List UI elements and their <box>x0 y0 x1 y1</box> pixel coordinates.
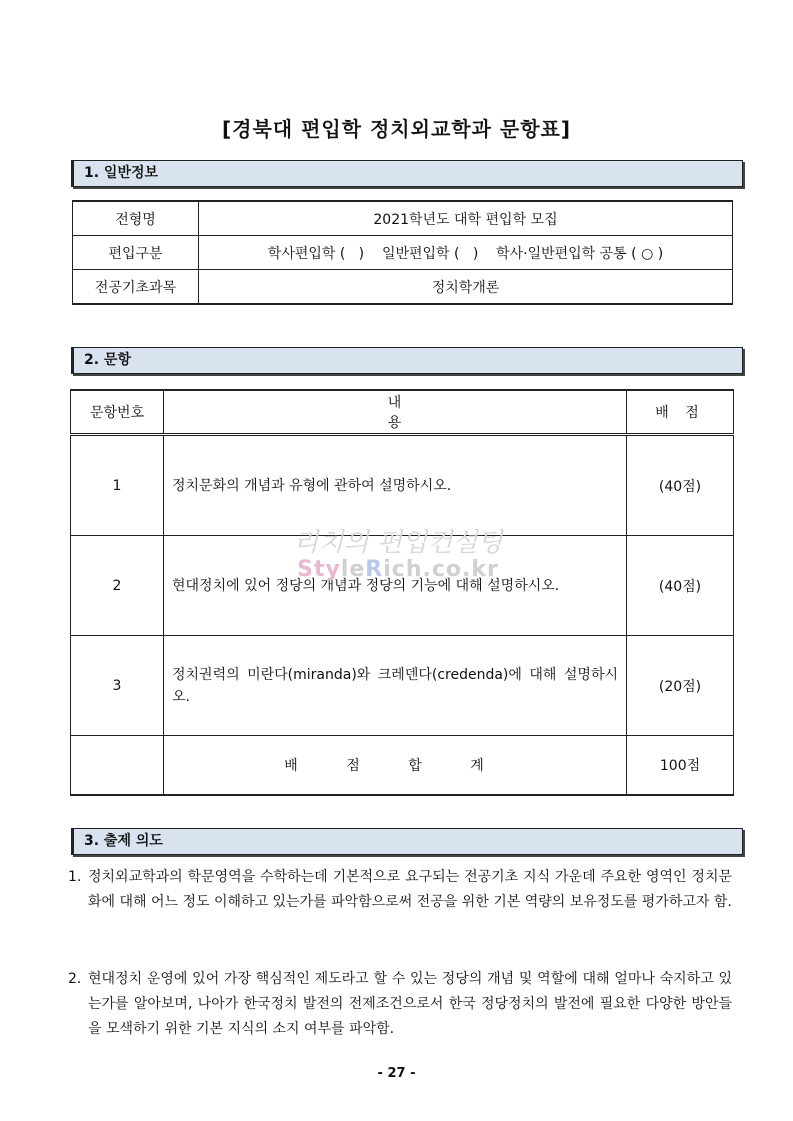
page-title: [경북대 편입학 정치외교학과 문항표] <box>222 117 571 141</box>
watermark-site-text: StyleRich.co.kr <box>297 557 499 582</box>
page-number: - 27 - <box>377 1066 416 1081</box>
table-row <box>71 536 734 636</box>
question-number: 2 <box>71 536 164 636</box>
value-major-subject: 정치학개론 <box>199 270 733 305</box>
table-row <box>73 236 733 270</box>
question-number: 1 <box>71 435 164 536</box>
value-admission-type: 2021학년도 대학 편입학 모집 <box>199 201 733 236</box>
header-content: 내 용 <box>164 390 627 435</box>
value-transfer-category: 학사편입학 ( ) 일반편입학 ( ) 학사·일반편입학 공통 ( ○ ) <box>199 236 733 270</box>
watermark-korean-text: 리치의 편입컨설팅 <box>293 528 503 558</box>
table-row <box>71 636 734 736</box>
intent-item-text: 정치외교학과의 학문영역을 수학하는데 기본적으로 요구되는 전공기초 지식 가운데 주요한 영역인 정치문화에 대해 어느 정도 이해하고 있는가를 파악함으로써 전공을 위한 기본 역량의 보유정도를 평가하고자 함. <box>88 869 732 910</box>
intent-item-2 <box>68 967 732 1042</box>
question-points: (40점) <box>627 536 734 636</box>
label-admission-type: 전형명 <box>73 201 199 236</box>
question-number: 3 <box>71 636 164 736</box>
question-content: 현대정치에 있어 정당의 개념과 정당의 기능에 대해 설명하시오. <box>164 536 627 636</box>
header-question-number: 문항번호 <box>71 390 164 435</box>
intent-item-number: 2. <box>68 971 82 987</box>
label-transfer-category: 편입구분 <box>73 236 199 270</box>
question-content: 정치권력의 미란다(miranda)와 크레덴다(credenda)에 대해 설명하시오. <box>164 636 627 736</box>
table-header-row <box>71 390 734 435</box>
total-empty-cell <box>71 736 164 796</box>
table-row <box>73 201 733 236</box>
section-heading-questions: 2. 문항 <box>71 347 743 374</box>
intent-item-1 <box>68 865 732 915</box>
intent-item-number: 1. <box>68 869 82 885</box>
questions-table <box>70 389 734 796</box>
header-points: 배 점 <box>627 390 734 435</box>
general-info-table <box>72 200 733 305</box>
table-row <box>71 435 734 536</box>
total-row <box>71 736 734 796</box>
intent-item-text: 현대정치 운영에 있어 가장 핵심적인 제도라고 할 수 있는 정당의 개념 및 역할에 대해 얼마나 숙지하고 있는가를 알아보며, 나아가 한국정치 발전의 전제조건으로서 한국 정당정치의 발전에 필요한 다양한 방안들을 모색하기 위한 기본 지식의 소지 여부를 파악함. <box>88 971 732 1037</box>
total-points: 100점 <box>627 736 734 796</box>
table-row <box>73 270 733 305</box>
section-heading-general-info: 1. 일반정보 <box>71 160 743 187</box>
question-content: 정치문화의 개념과 유형에 관하여 설명하시오. <box>164 435 627 536</box>
section-heading-intent: 3. 출제 의도 <box>71 828 743 855</box>
question-points: (20점) <box>627 636 734 736</box>
question-points: (40점) <box>627 435 734 536</box>
label-major-subject: 전공기초과목 <box>73 270 199 305</box>
total-label: 배 점 합 계 <box>164 736 627 796</box>
